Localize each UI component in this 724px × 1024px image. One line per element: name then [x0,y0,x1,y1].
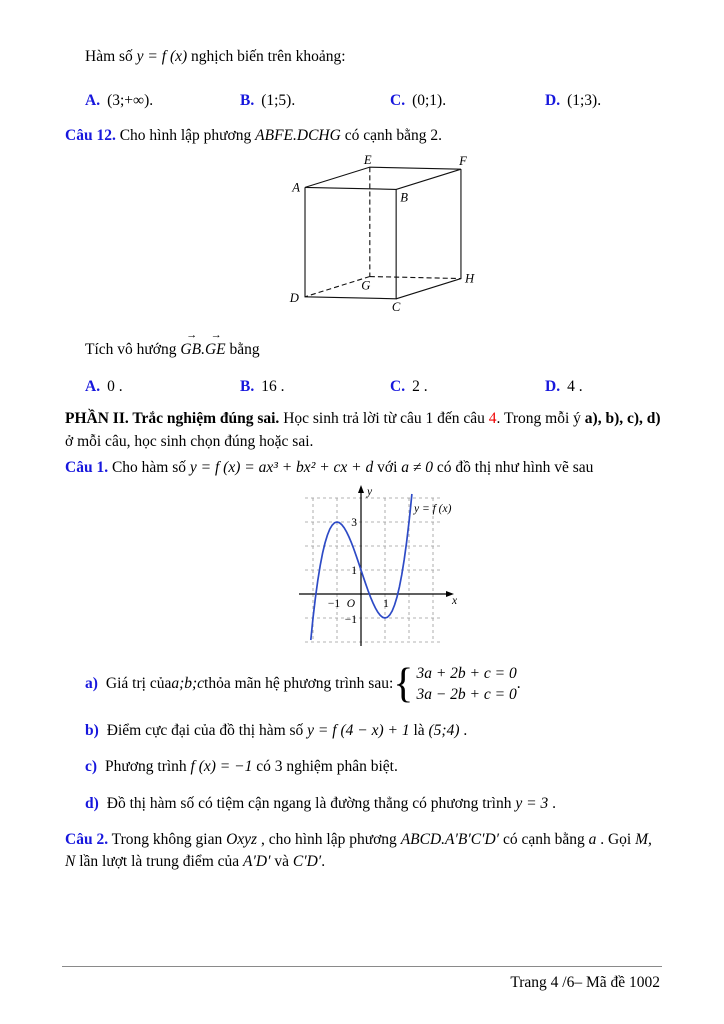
item-c-label: c) [85,758,98,776]
item-a-text-1: Giá trị của [105,675,172,693]
q2-period: . [321,853,326,871]
item-d-label: d) [85,794,99,812]
part-2-title: PHẦN II. Trắc nghiệm đúng sai. [65,410,280,428]
question-1-label: Câu 1. [65,459,109,477]
answer-letter: A. [85,92,101,110]
part-2-text-1: Học sinh trả lời từ câu 1 đến câu [279,410,489,428]
vertex-label-D: D [289,291,299,306]
item-a-math-1: a;b;c [171,675,205,693]
item-b-text-2: là [409,721,429,739]
question-12-stem [65,125,662,147]
answer-option-a [85,376,240,398]
q2-text-5: lần lượt là trung điểm của [75,853,244,871]
vertex-label-H: H [465,272,475,287]
question-12-subquestion [65,329,662,361]
q1-text-3: có đồ thị như hình vẽ sau [433,459,594,477]
cube-figure [287,155,482,315]
q2-math-6: C′D′ [292,853,322,871]
item-a-label: a) [85,675,98,693]
question-1-item-d [65,793,662,815]
part-2-items-bold: a), b), c), d) [584,410,661,428]
q12-text-post: có cạnh bằng 2. [340,126,442,144]
q2-text-4: . Gọi [596,831,636,848]
item-d-text-1: Đồ thị hàm số có tiệm cận ngang là đường thẳng có phương trình [106,794,516,812]
vertex-label-A: A [292,180,300,195]
footer-divider [62,966,662,967]
q12-sub-text-post: bằng [225,341,260,359]
q12-sub-text: Tích vô hướng [85,341,181,359]
answer-value: 4 . [567,377,583,395]
dot-operator: . [201,341,205,359]
answer-option-c [390,90,545,112]
item-a-period: . [516,675,521,693]
q1-text-1: Cho hàm số [108,459,190,477]
cubic-graph-figure [283,482,468,650]
answer-value: 2 . [412,377,428,395]
answer-value: 16 . [261,377,285,395]
x-axis-label: x [452,594,458,607]
item-b-math-2: (5;4) [428,721,460,739]
q2-text-3: có cạnh bằng [499,831,589,848]
q2-math-5: A′D′ [243,853,271,871]
vertex-label-B: B [400,190,408,205]
answer-value: (3;+∞). [107,92,154,110]
y-axis-label: y [367,485,373,498]
answers-row-previous [65,90,662,112]
q1-math-2: a ≠ 0 [401,459,434,477]
equation-1: 3a + 2b + c = 0 [416,664,517,682]
answer-option-c [390,376,545,398]
answer-letter: C. [390,92,406,110]
question-1-item-a [65,660,662,707]
vector-arrow-icon: → [186,329,197,342]
answer-letter: D. [545,92,561,110]
graph-labels [328,486,458,626]
answer-value: (1;5). [261,92,296,110]
item-b-math-1: y = f (4 − x) + 1 [307,721,410,739]
cube-vertex-labels [289,155,475,314]
stem-text: Hàm số [85,48,137,65]
vertex-label-E: E [363,155,372,168]
question-1-item-c [65,756,662,778]
vector-GE-text: GE [204,341,226,359]
question-2-stem [65,829,662,874]
answer-value: 0 . [107,377,123,395]
answer-letter: A. [85,377,101,395]
part-2-text-2: . Trong mỗi ý [496,410,585,428]
answer-option-a [85,90,240,112]
vector-GB [180,329,202,361]
item-b-period: . [459,721,468,739]
q1-math-1: y = f (x) = ax³ + bx² + cx + d [189,459,374,477]
curve-label: y = f (x) [414,502,452,515]
answer-letter: B. [240,92,255,110]
stem-text-post: nghịch biến trên khoảng: [187,48,346,65]
question-2-label: Câu 2. [65,831,109,848]
item-a-text-2: thỏa mãn hệ phương trình sau: [204,675,394,693]
q2-text-1: Trong không gian [108,831,227,848]
tick-y-neg1: −1 [344,613,357,626]
question-1-stem [65,457,662,479]
vertex-label-G: G [361,279,371,294]
system-equations [413,664,516,706]
answer-letter: D. [545,377,561,395]
vertex-label-F: F [459,155,467,169]
y-axis-arrow-icon [358,485,364,493]
question-stem-previous [65,46,662,68]
answer-value: (0;1). [412,92,447,110]
q2-math-1: Oxyz [226,831,258,848]
vector-arrow-icon: → [210,329,221,342]
q2-text-6: và [270,853,293,871]
q2-math-2: ABCD.A′B′C′D′ [400,831,500,848]
answer-letter: B. [240,377,255,395]
answer-letter: C. [390,377,406,395]
answer-option-b [240,90,390,112]
item-c-text-1: Phương trình [105,758,191,776]
cube-edges-hidden [305,168,461,298]
q2-math-3: a [588,831,597,848]
vector-GE [204,329,226,361]
tick-x-neg1: −1 [327,597,341,610]
cube-edges-solid [305,168,461,300]
q12-math: ABFE.DCHG [255,126,341,144]
item-c-math-1: f (x) = −1 [190,758,253,776]
item-d-math-1: y = 3 [515,794,549,812]
item-b-text-1: Điểm cực đại của đồ thị hàm số [106,721,308,739]
answers-row-q12 [65,376,662,398]
question-1-item-b [65,720,662,742]
answer-option-d [545,376,583,398]
q2-text-2: , cho hình lập phương [257,831,401,848]
footer-page-number: Trang 4 /6– Mã đề 1002 [510,974,660,991]
tick-y-1: 1 [351,564,357,577]
q2-math-4: M, N [65,831,652,871]
answer-value: (1;3). [567,92,602,110]
q1-text-2: với [373,459,402,477]
vector-GB-text: GB [180,341,202,359]
item-c-text-2: có 3 nghiệm phân biệt. [252,758,398,776]
equation-system [393,660,517,707]
item-b-label: b) [85,721,99,739]
origin-label: O [346,597,355,610]
part-2-text-3: ở mỗi câu, học sinh chọn đúng hoặc sai. [65,432,314,450]
tick-x-1: 1 [383,597,389,610]
item-d-period: . [548,794,556,812]
part-2-red-number: 4 [488,410,497,428]
graph-grid [305,498,443,642]
equation-2: 3a − 2b + c = 0 [416,685,517,703]
tick-y-3: 3 [351,516,357,529]
vertex-label-C: C [391,300,401,315]
answer-option-d [545,90,601,112]
question-12-label: Câu 12. [65,126,116,144]
system-brace: { [393,660,414,707]
stem-math: y = f (x) [136,48,188,65]
q12-text: Cho hình lập phương [115,126,256,144]
part-2-header [65,408,662,453]
answer-option-b [240,376,390,398]
